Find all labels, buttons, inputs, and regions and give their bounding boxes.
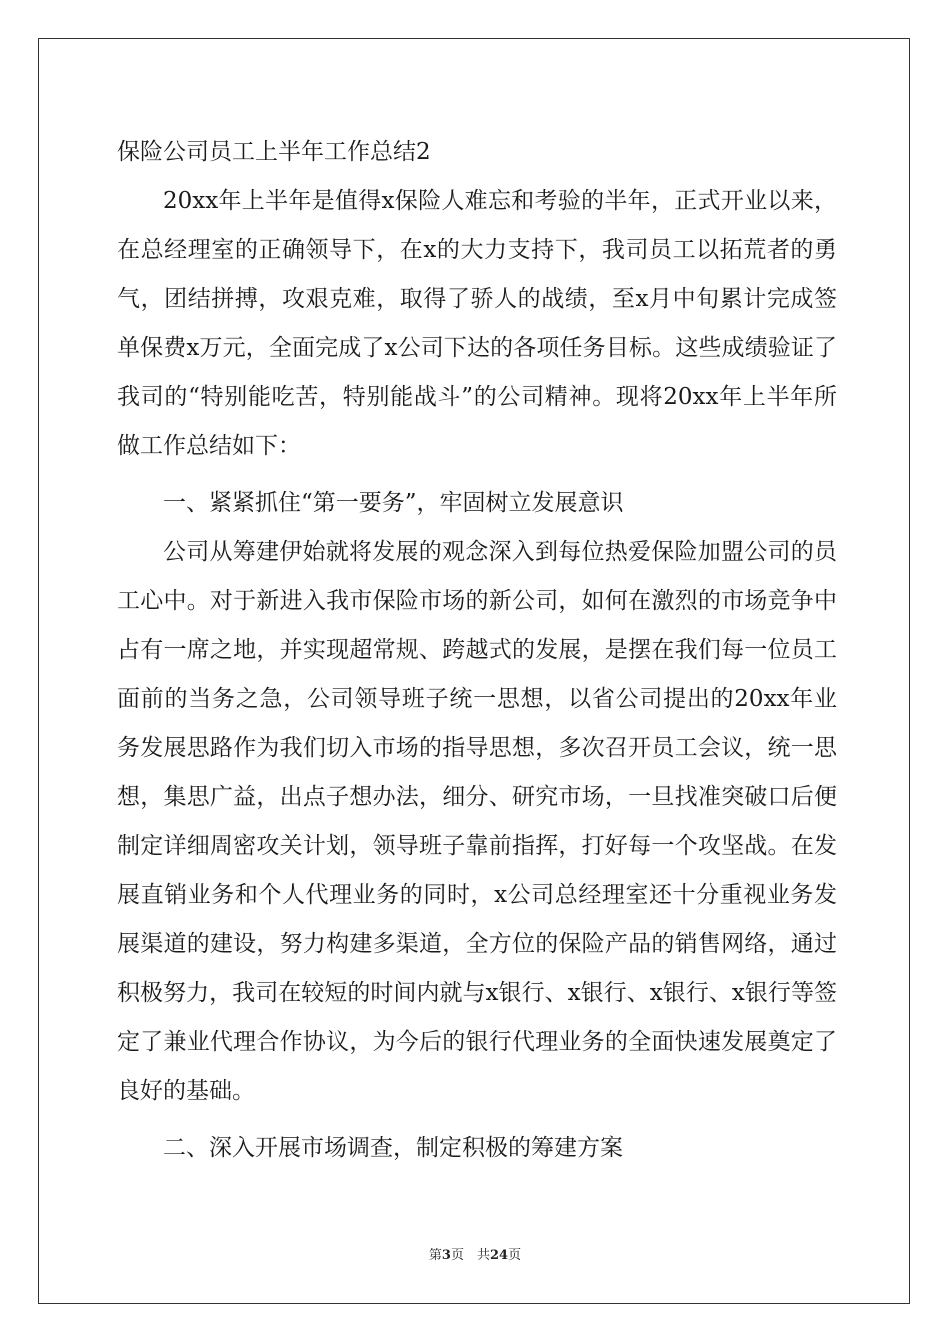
document-title: 保险公司员工上半年工作总结2	[117, 139, 431, 165]
footer-suffix: 页	[508, 1248, 522, 1263]
document-body	[117, 128, 837, 1173]
section-heading-2: 二、深入开展市场调查，制定积极的筹建方案	[163, 1135, 623, 1161]
current-page-number: 3	[441, 1248, 451, 1263]
paragraph-intro: 20xx年上半年是值得x保险人难忘和考验的半年，正式开业以来，在总经理室的正确领导下，在x的大力支持下，我司员工以拓荒者的勇气，团结拼搏，攻艰克难，取得了骄人的战绩，至x月中旬累计完成签单保费x万元，全面完成了x公司下达的各项任务目标。这些成绩验证了我司的“特别能吃苦，特别能战斗”的公司精神。现将20xx年上半年所做工作总结如下：	[117, 188, 837, 459]
footer-mid: 页 共	[450, 1248, 490, 1263]
total-page-count: 24	[489, 1248, 509, 1263]
footer-prefix: 第	[428, 1248, 442, 1263]
section-heading-1: 一、紧紧抓住“第一要务”，牢固树立发展意识	[163, 490, 624, 516]
paragraph-section-1: 公司从筹建伊始就将发展的观念深入到每位热爱保险加盟公司的员工心中。对于新进入我市保险市场的新公司，如何在激烈的市场竞争中占有一席之地，并实现超常规、跨越式的发展，是摆在我们每一位员工面前的当务之急，公司领导班子统一思想，以省公司提出的20xx年业务发展思路作为我们切入市场的指导思想，多次召开员工会议，统一思想，集思广益，出点子想办法，细分、研究市场，一旦找准突破口后便制定详细周密攻关计划，领导班子靠前指挥，打好每一个攻坚战。在发展直销业务和个人代理业务的同时，x公司总经理室还十分重视业务发展渠道的建设，努力构建多渠道，全方位的保险产品的销售网络，通过积极努力，我司在较短的时间内就与x银行、x银行、x银行、x银行等签定了兼业代理合作协议，为今后的银行代理业务的全面快速发展奠定了良好的基础。	[117, 539, 837, 1104]
page-number-footer	[0, 1247, 950, 1265]
